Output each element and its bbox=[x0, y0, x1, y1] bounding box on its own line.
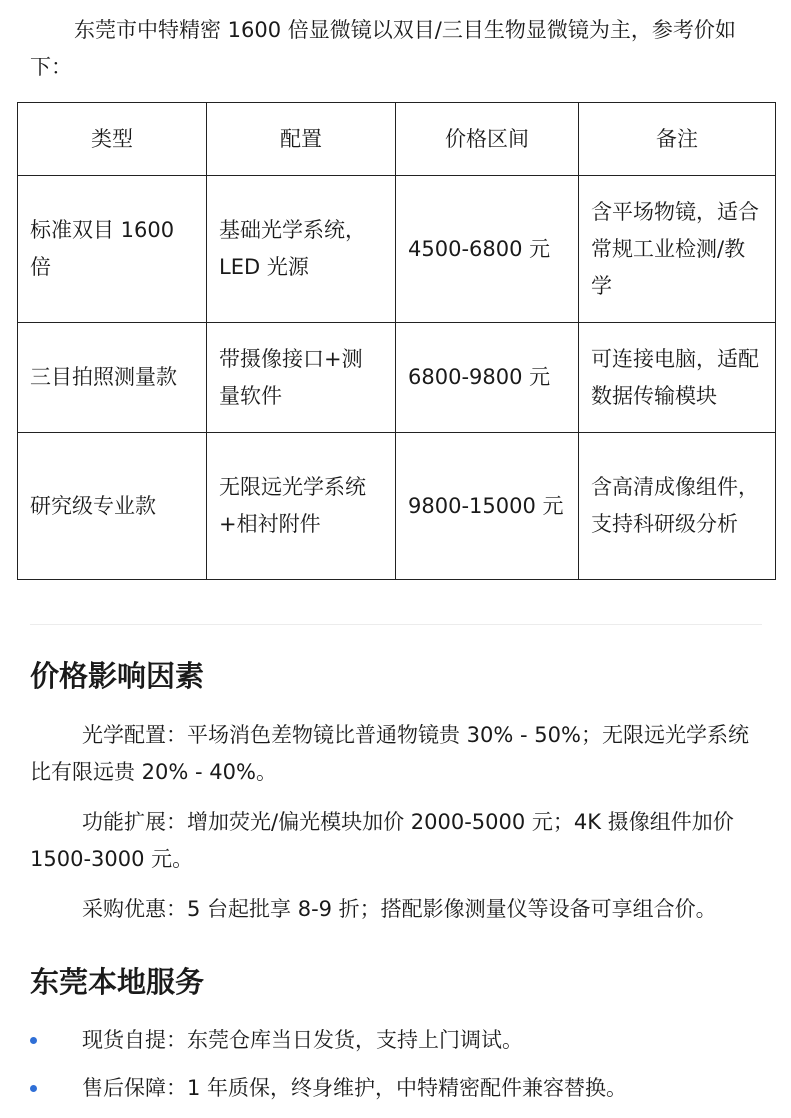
list-item-text: 功能扩展：增加荧光/偏光模块加价 2000-5000 元；4K 摄像组件加价 1500-3000 元。 bbox=[30, 810, 734, 871]
list-item bbox=[30, 804, 760, 878]
bullet-icon bbox=[30, 1085, 37, 1092]
cell-type: 研究级专业款 bbox=[18, 433, 207, 580]
cell-price: 9800-15000 元 bbox=[396, 433, 579, 580]
list-item-text: 采购优惠：5 台起批享 8-9 折；搭配影像测量仪等设备可享组合价。 bbox=[82, 897, 717, 921]
section-divider bbox=[30, 624, 762, 625]
cell-note: 可连接电脑，适配数据传输模块 bbox=[579, 323, 776, 433]
price-table bbox=[17, 102, 776, 580]
cell-type: 三目拍照测量款 bbox=[18, 323, 207, 433]
table-row bbox=[18, 433, 776, 580]
bullet-icon bbox=[30, 1037, 37, 1044]
cell-note: 含平场物镜，适合常规工业检测/教学 bbox=[579, 176, 776, 323]
header-note: 备注 bbox=[579, 103, 776, 176]
cell-price: 6800-9800 元 bbox=[396, 323, 579, 433]
cell-config: 带摄像接口+测量软件 bbox=[207, 323, 396, 433]
list-item-text: 售后保障：1 年质保，终身维护，中特精密配件兼容替换。 bbox=[82, 1076, 628, 1100]
cell-price: 4500-6800 元 bbox=[396, 176, 579, 323]
table-row bbox=[18, 176, 776, 323]
header-type: 类型 bbox=[18, 103, 207, 176]
list-item-text: 光学配置：平场消色差物镜比普通物镜贵 30% - 50%；无限远光学系统比有限远贵 20% - 40%。 bbox=[30, 723, 749, 784]
list-item bbox=[30, 1070, 760, 1107]
list-item-text: 现货自提：东莞仓库当日发货，支持上门调试。 bbox=[82, 1028, 523, 1052]
intro-paragraph: 东莞市中特精密 1600 倍显微镜以双目/三目生物显微镜为主，参考价如下： bbox=[30, 18, 736, 79]
header-price: 价格区间 bbox=[396, 103, 579, 176]
services-heading: 东莞本地服务 bbox=[30, 965, 205, 999]
list-item bbox=[30, 717, 760, 791]
table-header-row bbox=[18, 103, 776, 176]
cell-config: 无限远光学系统+相衬附件 bbox=[207, 433, 396, 580]
table-row bbox=[18, 323, 776, 433]
cell-note: 含高清成像组件，支持科研级分析 bbox=[579, 433, 776, 580]
header-config: 配置 bbox=[207, 103, 396, 176]
factors-heading: 价格影响因素 bbox=[30, 659, 205, 693]
factors-list bbox=[30, 717, 760, 941]
list-item bbox=[30, 1022, 760, 1059]
services-list bbox=[30, 1022, 760, 1118]
cell-config: 基础光学系统，LED 光源 bbox=[207, 176, 396, 323]
list-item bbox=[30, 891, 760, 928]
cell-type: 标准双目 1600 倍 bbox=[18, 176, 207, 323]
